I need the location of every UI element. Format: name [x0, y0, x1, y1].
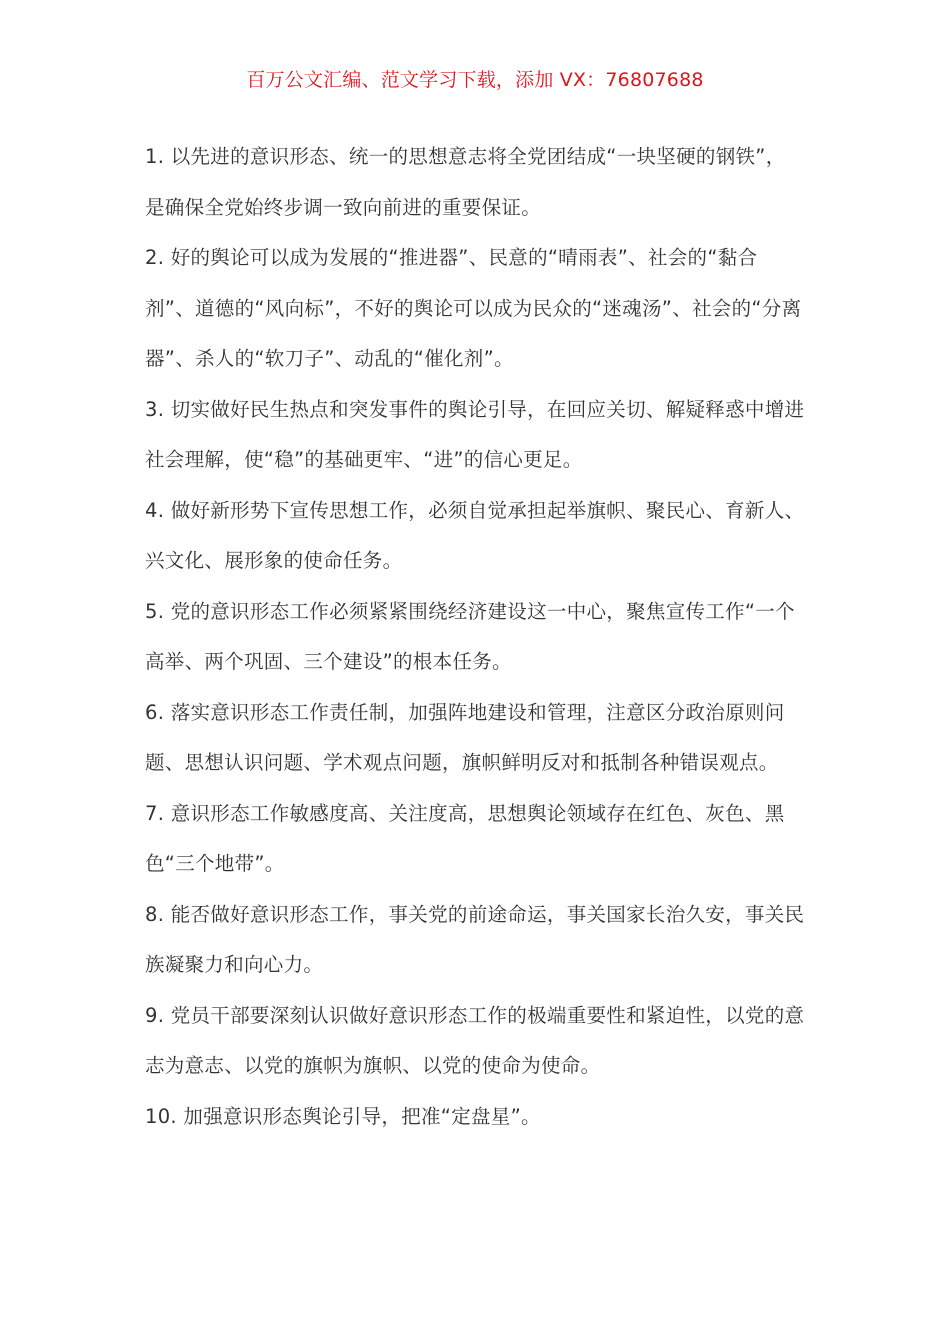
- list-item: 8. 能否做好意识形态工作，事关党的前途命运，事关国家长治久安，事关民族凝聚力和向心力。: [145, 902, 805, 976]
- list-item: 4. 做好新形势下宣传思想工作，必须自觉承担起举旗帜、聚民心、育新人、兴文化、展形象的使命任务。: [145, 498, 805, 572]
- list-item: 9. 党员干部要深刻认识做好意识形态工作的极端重要性和紧迫性，以党的意志为意志、以党的旗帜为旗帜、以党的使命为使命。: [145, 1003, 805, 1077]
- list-item: 10. 加强意识形态舆论引导，把准“定盘星”。: [145, 1104, 541, 1128]
- document-body: [145, 132, 805, 1142]
- list-item: 2. 好的舆论可以成为发展的“推进器”、民意的“晴雨表”、社会的“黏合剂”、道德的“风向标”，不好的舆论可以成为民众的“迷魂汤”、社会的“分离器”、杀人的“软刀子”、动乱的“催化剂”。: [145, 246, 802, 370]
- list-item: 3. 切实做好民生热点和突发事件的舆论引导，在回应关切、解疑释惑中增进社会理解，使“稳”的基础更牢、“进”的信心更足。: [145, 397, 805, 471]
- list-item: 5. 党的意识形态工作必须紧紧围绕经济建设这一中心，聚焦宣传工作“一个高举、两个巩固、三个建设”的根本任务。: [145, 599, 795, 673]
- promo-header: 百万公文汇编、范文学习下载，添加 VX：76807688: [246, 69, 704, 91]
- list-item: 6. 落实意识形态工作责任制，加强阵地建设和管理，注意区分政治原则问题、思想认识问题、学术观点问题，旗帜鲜明反对和抵制各种错误观点。: [145, 700, 785, 774]
- list-item: 1. 以先进的意识形态、统一的思想意志将全党团结成“一块坚硬的钢铁”，是确保全党始终步调一致向前进的重要保证。: [145, 145, 786, 219]
- list-item: 7. 意识形态工作敏感度高、关注度高，思想舆论领域存在红色、灰色、黑色“三个地带”。: [145, 801, 785, 875]
